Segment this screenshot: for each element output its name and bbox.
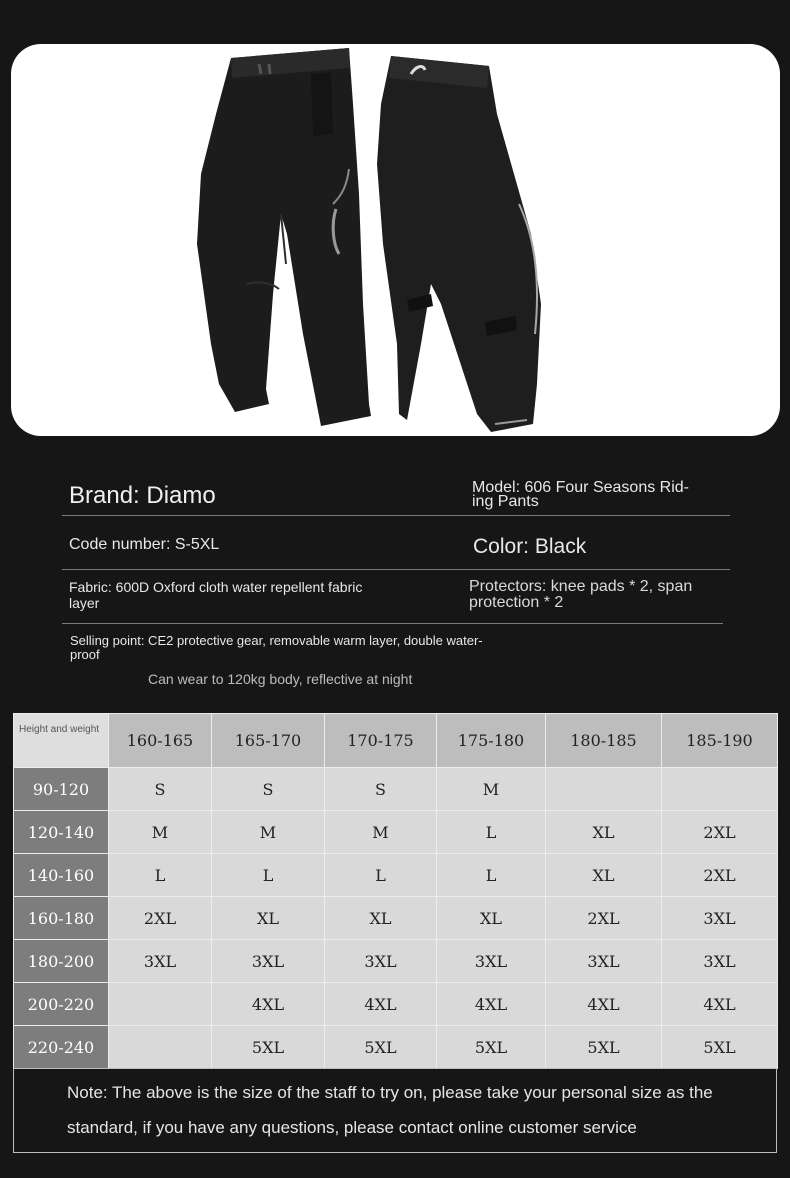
code-number-label: Code number: S-5XL [69,536,220,553]
size-cell [662,768,778,811]
size-cell: L [109,854,212,897]
size-cell: 5XL [212,1026,325,1069]
product-photo [11,44,780,436]
color-label: Color: Black [473,535,587,558]
size-cell: 4XL [437,983,546,1026]
size-cell: S [212,768,325,811]
size-cell: L [212,854,325,897]
size-chart-table [13,713,778,1069]
weight-cell: 200-220 [14,983,109,1026]
size-cell [109,1026,212,1069]
size-cell: S [109,768,212,811]
size-cell: M [325,811,437,854]
weight-cell: 160-180 [14,897,109,940]
note-box [13,1068,777,1153]
pants-rear-view [377,56,541,432]
pants-illustration [11,44,780,436]
pants-front-view [197,48,371,426]
weight-cell: 90-120 [14,768,109,811]
size-cell: XL [546,811,662,854]
size-cell: 3XL [546,940,662,983]
size-cell: XL [546,854,662,897]
size-cell: M [437,768,546,811]
weight-cell: 180-200 [14,940,109,983]
size-cell: 4XL [325,983,437,1026]
size-cell: 4XL [546,983,662,1026]
divider-2 [62,569,730,570]
note-text: Note: The above is the size of the staff to try on, please take your personal size as the standard, if you have any questions, please contact online customer service [67,1083,713,1137]
corner-header: Height and weight [14,714,109,768]
size-cell: L [437,811,546,854]
height-header: 175-180 [437,714,546,768]
size-cell: 3XL [662,897,778,940]
fabric-label: Fabric: 600D Oxford cloth water repellent fabric layer [69,579,363,611]
table-row [14,768,778,811]
table-row [14,940,778,983]
divider-3 [62,623,723,624]
size-cell: 2XL [662,854,778,897]
weight-cell: 120-140 [14,811,109,854]
size-cell: 2XL [662,811,778,854]
table-row [14,811,778,854]
selling-point-label: Selling point: CE2 protective gear, removable warm layer, double water- proof [70,633,483,662]
size-cell [109,983,212,1026]
size-cell: 4XL [212,983,325,1026]
size-cell: 4XL [662,983,778,1026]
size-cell: 3XL [212,940,325,983]
size-cell: S [325,768,437,811]
table-header-row [14,714,778,768]
size-cell: 5XL [546,1026,662,1069]
size-cell [546,768,662,811]
protectors-label: Protectors: knee pads * 2, span protection * 2 [469,578,693,611]
selling-point-extra: Can wear to 120kg body, reflective at night [148,671,413,687]
size-cell: L [437,854,546,897]
height-header: 170-175 [325,714,437,768]
size-cell: 2XL [109,897,212,940]
size-cell: 3XL [109,940,212,983]
height-header: 180-185 [546,714,662,768]
size-cell: 3XL [437,940,546,983]
size-cell: 3XL [325,940,437,983]
divider-1 [62,515,730,516]
size-cell: M [109,811,212,854]
brand-label: Brand: Diamo [69,482,216,509]
size-cell: 5XL [662,1026,778,1069]
size-cell: 3XL [662,940,778,983]
table-row [14,854,778,897]
size-cell: L [325,854,437,897]
size-cell: XL [325,897,437,940]
height-header: 165-170 [212,714,325,768]
weight-cell: 220-240 [14,1026,109,1069]
model-label: Model: 606 Four Seasons Rid- ing Pants [472,479,689,510]
height-header: 185-190 [662,714,778,768]
height-header: 160-165 [109,714,212,768]
table-row [14,1026,778,1069]
table-row [14,897,778,940]
size-cell: 5XL [325,1026,437,1069]
size-cell: 5XL [437,1026,546,1069]
size-cell: XL [212,897,325,940]
weight-cell: 140-160 [14,854,109,897]
table-row [14,983,778,1026]
size-cell: M [212,811,325,854]
size-cell: XL [437,897,546,940]
size-cell: 2XL [546,897,662,940]
